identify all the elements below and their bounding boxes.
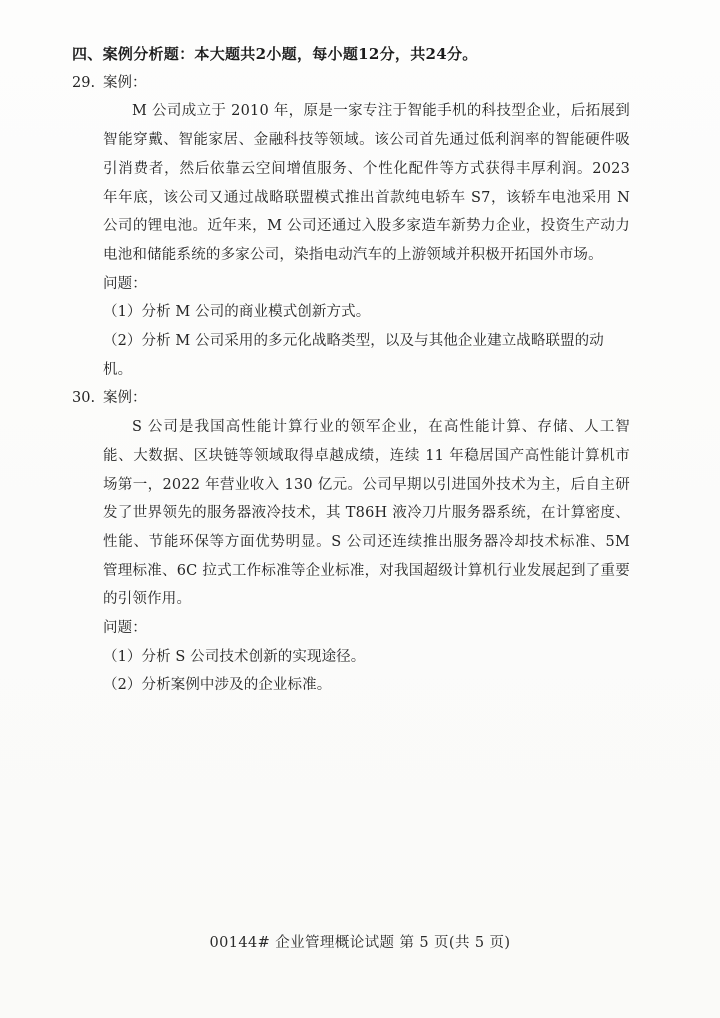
question-30 (72, 384, 630, 700)
page-content (72, 40, 630, 700)
question-30-subquestion-1: （1）分析 S 公司技术创新的实现途径。 (103, 648, 366, 665)
question-30-case-paragraph: S 公司是我国高性能计算行业的领军企业，在高性能计算、存储、人工智能、大数据、区块链等领域取得卓越成绩，连续 11 年稳居国产高性能计算机市场第一，2022 年营业收入 130 亿元。公司早期以引进国外技术为主，后自主研发了世界领先的服务器液冷技术，其 T86H 液冷刀片服务器系统，在计算密度、性能、节能环保等方面优势明显。S 公司还连续推出服务器冷却技术标准、5M 管理标准、6C 拉式工作标准等企业标准，对我国超级计算机行业发展起到了重要的引领作用。 (103, 419, 630, 608)
question-30-questions-label: 问题： (103, 620, 147, 637)
question-30-case-label: 案例： (103, 390, 147, 407)
question-29-head (72, 69, 630, 98)
question-29-questions-label: 问题： (103, 275, 147, 292)
question-29 (72, 69, 630, 385)
question-29-subquestion-1: （1）分析 M 公司的商业模式创新方式。 (103, 304, 371, 321)
question-30-number: 30. (72, 390, 96, 407)
question-29-number: 29. (72, 74, 96, 91)
section-heading: 四、案例分析题：本大题共2小题，每小题12分，共24分。 (72, 45, 478, 63)
question-29-subquestion-2: （2）分析 M 公司采用的多元化战略类型，以及与其他企业建立战略联盟的动机。 (103, 333, 604, 378)
question-30-head (72, 384, 630, 413)
page-footer: 00144# 企业管理概论试题 第 5 页(共 5 页) (209, 935, 511, 951)
question-29-case-label: 案例： (103, 74, 147, 91)
question-29-case-paragraph: M 公司成立于 2010 年，原是一家专注于智能手机的科技型企业，后拓展到智能穿戴、智能家居、金融科技等领域。该公司首先通过低利润率的智能硬件吸引消费者，然后依靠云空间增值服务、个性化配件等方式获得丰厚利润。2023 年年底，该公司又通过战略联盟模式推出首款纯电轿车 S7，该轿车电池采用 N 公司的锂电池。近年来，M 公司还通过入股多家造车新势力企业，投资生产动力电池和储能系统的多家公司，染指电动汽车的上游领域并积极开拓国外市场。 (103, 103, 630, 263)
question-30-subquestion-2: （2）分析案例中涉及的企业标准。 (103, 677, 332, 694)
